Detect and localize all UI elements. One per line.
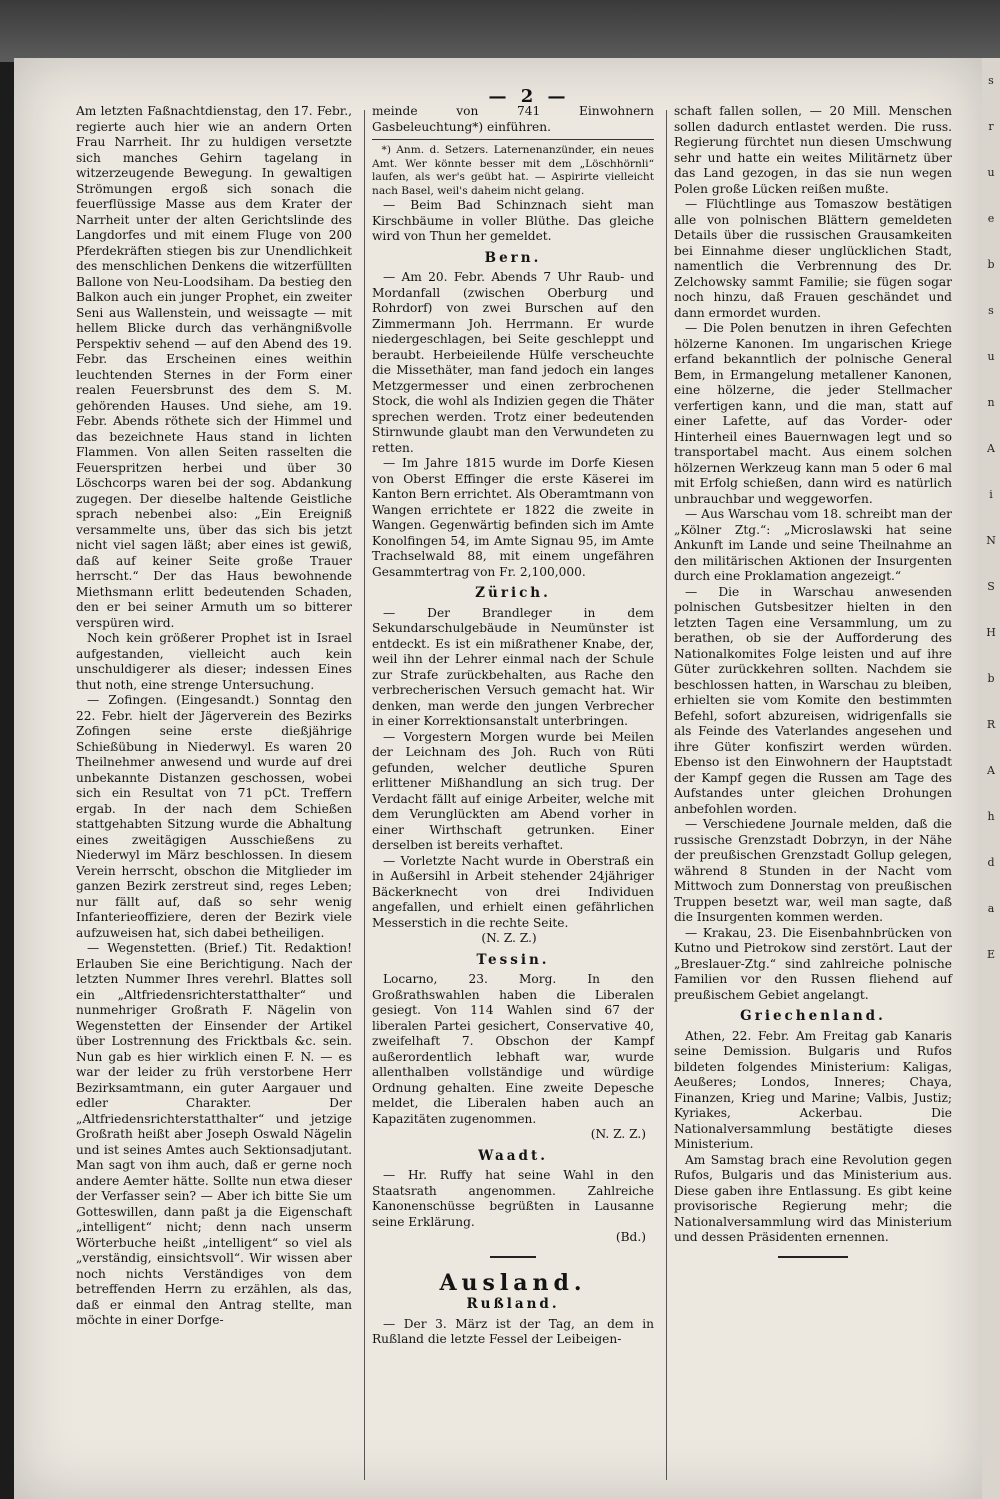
column-divider-1: [364, 110, 365, 1480]
article-dobrzyn: — Verschiedene Journale melden, daß die russische Grenzstadt Dobrzyn, in der Nähe der preußischen Grenzstadt Gollup gelegen, während 8 Stunden in der Nacht vom Mittwoch zum Donnerstag von preußischen Truppen besetzt war, weil man sagte, daß die Insurgenten kommen werden.: [674, 817, 952, 924]
article-bern-mordanfall: — Am 20. Febr. Abends 7 Uhr Raub- und Mordanfall (zwischen Oberburg und Rohrdorf) von zwei Burschen auf den Zimmermann Joh. Herrmann. Er wurde niedergeschlagen, bei Seite geschleppt und beraubt. Herbeieilende Hülfe verscheuchte die Missethäter, man fand jedoch ein langes Metzgermesser und einen zerbrochenen Stock, die wohl als Indizien gegen die Thäter sprechen werden. Trotz einer bedeutenden Stirnwunde glaubt man den Verwundeten zu retten.: [372, 270, 654, 455]
column-2: [372, 104, 654, 1348]
edge-letter: u: [987, 350, 995, 363]
edge-letter: n: [987, 396, 995, 409]
section-heading-russland: Rußland.: [466, 1296, 560, 1312]
article-tessin-wahlen: Locarno, 23. Morg. In den Großrathswahlen haben die Liberalen gesiegt. Von 114 Wahlen sind 67 der liberalen Partei gesichert, Conservative 40, zweifelhaft 7. Obschon der Kampf außerordentlich lebhaft war, wurde allenthalben vollständige und würdige Ordnung gehalten. Eine zweite Depesche meldet, die Liberalen haben auch an Kapazitäten zugenommen.: [372, 972, 654, 1126]
article-russland-cont: schaft fallen sollen, — 20 Mill. Menschen sollen dadurch entlastet werden. Die russ. Regierung fürchtet nun diesen Umschwung sehr und hatte ein weites Militärnetz über das Land gezogen, in das sie nun wegen Polen große Lücken reißen mußte.: [674, 104, 952, 196]
section-heading-tessin: Tessin.: [476, 951, 550, 968]
edge-letter: A: [987, 764, 995, 777]
article-waadt-ruffy: — Hr. Ruffy hat seine Wahl in den Staatsrath angenommen. Zahlreiche Kanonenschüsse begrüßten in Lausanne seine Erklärung.: [372, 1168, 654, 1229]
article-krakau: — Krakau, 23. Die Eisenbahnbrücken von Kutno und Pietrokow sind zerstört. Laut der „Breslauer-Ztg.“ sind zahlreiche polnische Familien vor den Russen fliehend auf preußischem Gebiet angelangt.: [674, 925, 952, 1002]
newspaper-page: [14, 58, 982, 1499]
page-number: — 2 —: [488, 86, 570, 107]
article-zuerich-leichnam: — Vorgestern Morgen wurde bei Meilen der Leichnam des Joh. Ruch von Rüti gefunden, welcher deutliche Spuren erlittener Mißhandlung an sich trug. Der Verdacht fällt auf einige Arbeiter, welche mit dem Verunglückten am Abend vorher in einer Wirthschaft getrunken. Einer derselben ist bereits verhaftet.: [372, 729, 654, 852]
edge-letter: R: [986, 718, 996, 731]
edge-letter: e: [987, 212, 995, 225]
section-heading-ausland: Ausland.: [439, 1269, 587, 1296]
edge-letter: S: [987, 580, 995, 593]
end-rule: [778, 1256, 848, 1258]
article-fasnacht: Am letzten Faßnachtdienstag, den 17. Febr., regierte auch hier wie an andern Orten Frau Narrheit. Ihr zu huldigen versetzte sich manches Gehirn tagelang in witzerzeugende Bewegung. In gewaltigen Strömungen ergoß sich sonach die feuerflüssige Masse aus dem Krater der Narrheit unter der alten Gerichtslinde des Langdorfes und mit einem Fluge von 200 Pferdekräften stiegen bis zur Unendlichkeit des menschlichen Denkens die witzerfüllten Ballone von Neu-Loodsiham. Da bestieg den Balkon auch ein junger Prophet, ein zweiter Seni aus Wallenstein, und weissagte — mit hellem Blicke durch das verhängnißvolle Perspektiv sehend — auf den Abend des 19. Febr. das Erscheinen eines weithin leuchtenden Sternes in der Form einer realen Feuersbrunst des dem S. M. gehörenden Hauses. Und siehe, am 19. Febr. Abends röthete sich der Himmel und das bezeichnete Haus stand in lichten Flammen. Von allen Seiten rasselten die Feuerspritzen herbei und über 30 Löschcorps waren bei der sog. Abdankung zugegen. Der dieselbe haltende Geistliche sprach nebenbei also: „Ein Ereigniß versammelte uns, über das sich bis jetzt nicht viel sagen läßt; aber eines ist gewiß, daß auf keiner Seite große Trauer herrscht.“ Der das Haus bewohnende Miethsmann erlitt bedeutenden Schaden, den er bei seiner Armuth um so bitterer verspüren wird.: [76, 104, 352, 630]
article-warschau-gutsbesitzer: — Die in Warschau anwesenden polnischen Gutsbesitzer hielten in den letzten Tagen eine Versammlung, um zu berathen, ob sie der Aufforderung des Nationalkomites Folge leisten und auf ihre Güter zurückkehren sollten. Nachdem sie beschlossen hatten, in Warschau zu bleiben, erhielten sie vom Komite den bestimmten Befehl, sofort abzureisen, widrigenfalls sie als Feinde des Vaterlandes angesehen und ihre Güter konfiszirt werden würden. Ebenso ist den Einwohnern der Hauptstadt der Kampf gegen die Russen am Tage des Aufstandes unter gleichen Drohungen anbefohlen worden.: [674, 584, 952, 816]
column-divider-2: [666, 110, 667, 1480]
edge-letter: b: [987, 672, 995, 685]
section-heading-waadt: Waadt.: [478, 1147, 548, 1164]
edge-letter: s: [988, 304, 994, 317]
article-tomaszow: — Flüchtlinge aus Tomaszow bestätigen alle von polnischen Blättern gemeldeten Details über die russischen Grausamkeiten bei Einnahme dieser unglücklichen Stadt, namentlich die Verbrennung des Dr. Zelchowsky sammt Familie; sie fügen sogar noch hinzu, daß Frauen geschändet und dann ermordet wurden.: [674, 197, 952, 320]
article-schinznach: — Beim Bad Schinznach sieht man Kirschbäume in voller Blüthe. Das gleiche wird von Thun her gemeldet.: [372, 198, 654, 243]
article-russland-leibeigenschaft: — Der 3. März ist der Tag, an dem in Rußland die letzte Fessel der Leibeigen-: [372, 1316, 654, 1346]
source-signature: (N. Z. Z.): [481, 931, 537, 945]
section-separator: [490, 1256, 536, 1258]
section-heading-zuerich: Zürich.: [475, 585, 551, 601]
article-athen-revolution: Am Samstag brach eine Revolution gegen Rufos, Bulgaris und das Ministerium aus. Diese gaben ihre Entlassung. Es gibt keine provisorische Regierung mehr; die Nationalversammlung wird das Ministerium und dessen Präsidenten ernennen.: [674, 1152, 952, 1244]
section-heading-bern: Bern.: [484, 249, 542, 266]
edge-letter: d: [987, 856, 995, 869]
edge-letter: i: [989, 488, 993, 501]
edge-letter: b: [987, 258, 995, 271]
edge-letter: u: [987, 166, 995, 179]
edge-letter: a: [987, 902, 995, 915]
edge-letter: H: [986, 626, 996, 639]
edge-letter: N: [986, 534, 996, 547]
edge-letter: E: [986, 948, 996, 961]
article-wegenstetten: — Wegenstetten. (Brief.) Tit. Redaktion! Erlauben Sie eine Berichtigung. Nach der letzten Nummer Ihres verehrl. Blattes soll ein „Altfriedensrichterstatthalter“ und nunmehriger Großrath F. Nägelin von Wegenstetten der Einsender der Artikel über Lostrennung des Fricktbals &c. sein. Nun gab es hier wirklich einen F. N. — es war der leider zu früh verstorbene Herr Bezirksamtmann, ein guter Aargauer und edler Charakter. Der „Altfriedensrichterstatthalter“ und jetzige Großrath heißt aber Joseph Oswald Nägelin und ist seines Amtes auch Sektionsadjutant. Man sagt von ihm auch, daß er gerne noch andere Aemter hätte. Sollte nun etwa dieser der Verfasser sein? — Aber ich bitte Sie um Gotteswillen, dann paßt ja die Eigenschaft „intelligent“ nicht; denn nach unserm Wörterbuche heißt „intelligent“ so viel als „verständig, einsichtsvoll“. Wir wissen aber noch nichts Verständiges von dem betreffenden Herrn zu erzählen, als das, daß er einmal den Antrag stellte, man möchte in einer Dorfge-: [76, 941, 352, 1327]
adjacent-page-edge: [982, 58, 1000, 1499]
article-prophet: Noch kein größerer Prophet ist in Israel aufgestanden, vielleicht auch kein unschuldigerer als dieser; indessen Eines thut noth, eine strenge Untersuchung.: [76, 631, 352, 692]
article-warschau-microslawski: — Aus Warschau vom 18. schreibt man der „Kölner Ztg.“: „Microslawski hat seine Ankunft im Lande und seine Theilnahme an den militärischen Aktionen der Insurgenten durch eine Proklamation angezeigt.“: [674, 507, 952, 583]
article-hoelzerne-kanonen: — Die Polen benutzen in ihren Gefechten hölzerne Kanonen. Im ungarischen Kriege erfand bekanntlich der polnische General Bem, in Ermangelung metallener Kanonen, eine hölzerne, die jeder Stellmacher verfertigen kann, und die man, statt auf einer Lafette, auf das Vorder- oder Hinterheil eines Bauernwagen legt und so transportabel macht. Aus einem solchen hölzernen Werkzeug kann man 5 oder 6 mal mit Erfolg schießen, dann wird es natürlich unbrauchbar und weggeworfen.: [674, 321, 952, 506]
edge-letter: r: [988, 120, 994, 133]
source-signature: (N. Z. Z.): [590, 1127, 646, 1141]
article-gasbeleuchtung: meinde von 741 Einwohnern Gasbeleuchtung*) einführen.: [372, 104, 654, 134]
scan-background: [0, 0, 1000, 62]
source-signature: (Bd.): [615, 1230, 646, 1244]
article-zuerich-brandleger: — Der Brandleger in dem Sekundarschulgebäude in Neumünster ist entdeckt. Es ist ein mißrathener Knabe, der, weil ihn der Lehrer einmal nach der Schule zur Strafe zurückbehalten, aus Rache den verbrecherischen Versuch gemacht hat. Wir denken, man werde den jungen Verbrecher in einer Korrektionsanstalt unterbringen.: [372, 605, 654, 728]
footnote-setzer: *) Anm. d. Setzers. Laternenanzünder, ein neues Amt. Wer könnte besser mit dem „Löschhörnli“ laufen, als wer's geübt hat. — Aspirirte vielleicht nach Basel, weil's daheim nicht gelang.: [372, 144, 654, 197]
edge-letter: A: [987, 442, 995, 455]
article-athen-ministerium: Athen, 22. Febr. Am Freitag gab Kanaris seine Demission. Bulgaris und Rufos bildeten folgendes Ministerium: Kaligas, Aeußeres; Londos, Inneres; Chaya, Finanzen, Krieg und Marine; Valbis, Justiz; Kyriakes, Ackerbau. Die Nationalversammlung bestätigte dieses Ministerium.: [674, 1028, 952, 1151]
article-zofingen: — Zofingen. (Eingesandt.) Sonntag den 22. Febr. hielt der Jägerverein des Bezirks Zofingen seine erste dießjährige Schießübung in Niederwyl. Es waren 20 Theilnehmer anwesend und wurde auf drei unbekannte Distanzen geschossen, wobei sich ein Resultat von 71 pCt. Treffern ergab. In der nach dem Schießen stattgehabten Sitzung wurde die Abhaltung eines zweitägigen Ausschießens zu Niederwyl im März beschlossen. In diesem Verein herrscht, obschon die Mitglieder im ganzen Bezirk zerstreut sind, reges Leben; nur fällt auf, daß so sehr wenig Infanterieoffiziere, deren der Bezirk viele aufzuweisen hat, sich dabei betheiligen.: [76, 693, 352, 940]
footnote-rule: [372, 139, 654, 140]
edge-letter: h: [987, 810, 995, 823]
section-heading-griechenland: Griechenland.: [740, 1008, 886, 1024]
article-zuerich-messerstich: — Vorletzte Nacht wurde in Oberstraß ein in Außersihl in Arbeit stehender 24jähriger Bäckerknecht von drei Individuen angefallen, und erhielt einen gefährlichen Messerstich in die rechte Seite.: [372, 853, 654, 930]
article-bern-kaeserei: — Im Jahre 1815 wurde im Dorfe Kiesen von Oberst Effinger die erste Käserei im Kanton Bern errichtet. Als Oberamtmann von Wangen errichtete er 1822 die zweite in Wangen. Gegenwärtig befinden sich im Amte Konolfingen 54, im Amte Signau 95, im Amte Trachselwald 88, mit einem ungefähren Gesammtertrag von Fr. 2,100,000.: [372, 456, 654, 579]
column-3: [674, 104, 952, 1268]
edge-letter: s: [988, 74, 994, 87]
column-1: [76, 104, 352, 1329]
